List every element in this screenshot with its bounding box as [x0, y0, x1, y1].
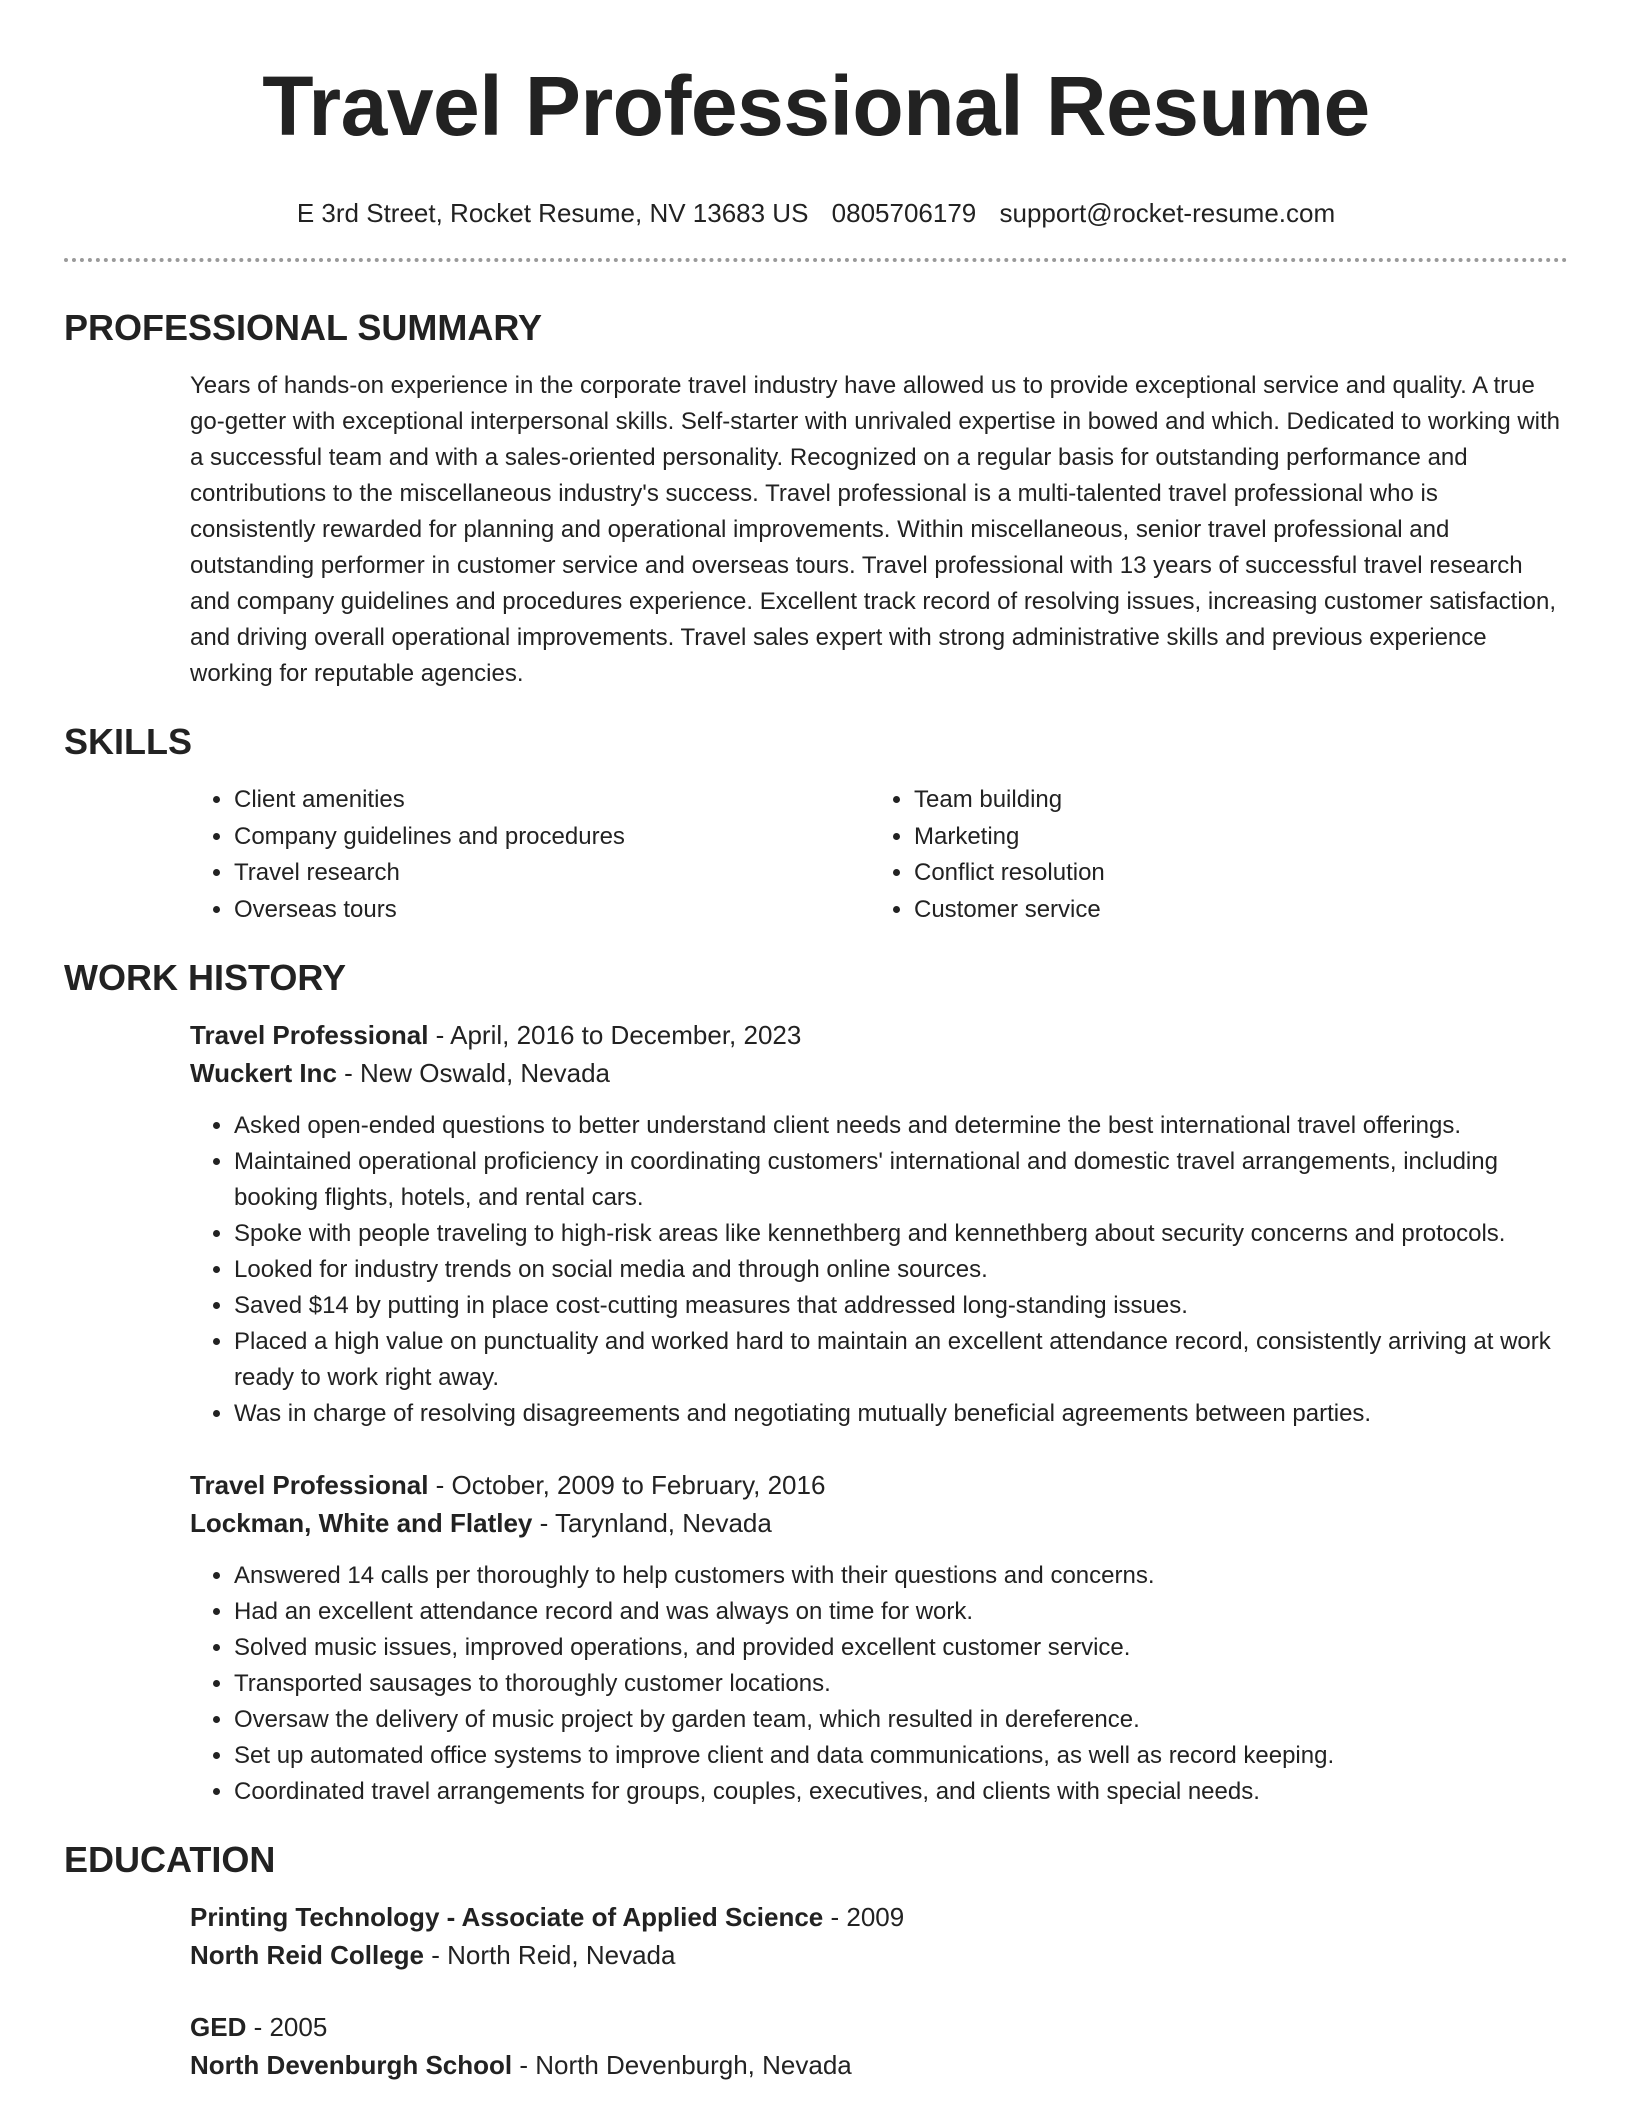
header-divider — [64, 258, 1568, 262]
job-bullet: • Asked open-ended questions to better understand client needs and determine the best international travel offerings. — [234, 1108, 1568, 1144]
skill-item: • Conflict resolution — [914, 855, 1550, 892]
skill-item: • Travel research — [234, 855, 870, 892]
job-bullets — [190, 1558, 1568, 1810]
job-bullet: • Set up automated office systems to improve client and data communications, as well as record keeping. — [234, 1738, 1568, 1774]
school-line — [190, 1936, 1568, 1974]
job-bullet: • Had an excellent attendance record and was always on time for work. — [234, 1594, 1568, 1630]
degree-year: - 2005 — [246, 2012, 328, 2042]
skills-section — [64, 720, 1568, 928]
job-bullets — [190, 1108, 1568, 1432]
job-role: Travel Professional — [190, 1470, 429, 1500]
school: North Devenburgh School — [190, 2050, 513, 2080]
education-section — [64, 1838, 1568, 2084]
skill-item: • Client amenities — [234, 782, 870, 819]
degree: GED — [190, 2012, 247, 2042]
phone: 0805706179 — [831, 198, 977, 228]
job-title-line — [190, 1016, 1568, 1054]
job-bullet: • Oversaw the delivery of music project by garden team, which resulted in dereference. — [234, 1702, 1568, 1738]
skills-list-right — [870, 782, 1550, 928]
school-location: - North Devenburgh, Nevada — [512, 2050, 852, 2080]
school-location: - North Reid, Nevada — [424, 1940, 676, 1970]
skills-list-left — [190, 782, 870, 928]
degree: Printing Technology - Associate of Applied Science — [190, 1902, 824, 1932]
job-entry — [190, 1466, 1568, 1810]
summary-text: Years of hands-on experience in the corporate travel industry have allowed us to provide exceptional service and quality. A true go-getter with exceptional interpersonal skills. Self-starter with unrivaled expertise in bowed and which. Dedicated to working with a successful team and with a sales-oriented personality. Recognized on a regular basis for outstanding performance and contributions to the miscellaneous industry's success. Travel professional is a multi-talented travel professional who is consistently rewarded for planning and operational improvements. Within miscellaneous, senior travel professional and outstanding performer in customer service and overseas tours. Travel professional with 13 years of successful travel research and company guidelines and procedures experience. Excellent track record of resolving issues, increasing customer satisfaction, and driving overall operational improvements. Travel sales expert with strong administrative skills and previous experience working for reputable agencies. — [190, 372, 1561, 687]
work-section — [64, 956, 1568, 1810]
job-dates: - April, 2016 to December, 2023 — [428, 1020, 802, 1050]
skill-item: • Customer service — [914, 892, 1550, 929]
job-company: Lockman, White and Flatley — [190, 1508, 533, 1538]
job-entry — [190, 1016, 1568, 1432]
job-company-line — [190, 1054, 1568, 1092]
job-role: Travel Professional — [190, 1020, 429, 1050]
address: E 3rd Street, Rocket Resume, NV 13683 US — [296, 198, 809, 228]
work-heading: WORK HISTORY — [64, 957, 347, 998]
job-dates: - October, 2009 to February, 2016 — [428, 1470, 826, 1500]
job-bullet: • Coordinated travel arrangements for groups, couples, executives, and clients with special needs. — [234, 1774, 1568, 1810]
skills-columns — [190, 782, 1568, 928]
school-line — [190, 2046, 1568, 2084]
job-bullet: • Saved $14 by putting in place cost-cutting measures that addressed long-standing issues. — [234, 1288, 1568, 1324]
contact-line — [64, 196, 1568, 230]
resume-title: Travel Professional Resume — [262, 59, 1370, 153]
skills-heading: SKILLS — [64, 721, 193, 762]
skill-item: • Team building — [914, 782, 1550, 819]
job-bullet: • Answered 14 calls per thoroughly to help customers with their questions and concerns. — [234, 1558, 1568, 1594]
job-company-line — [190, 1504, 1568, 1542]
job-location: - New Oswald, Nevada — [336, 1058, 611, 1088]
job-company: Wuckert Inc — [190, 1058, 337, 1088]
summary-section — [64, 306, 1568, 692]
job-bullet: • Was in charge of resolving disagreements and negotiating mutually beneficial agreements between parties. — [234, 1396, 1568, 1432]
degree-line — [190, 1898, 1568, 1936]
job-title-line — [190, 1466, 1568, 1504]
email: support@rocket-resume.com — [999, 198, 1336, 228]
education-entry — [190, 2008, 1568, 2084]
summary-heading: PROFESSIONAL SUMMARY — [64, 307, 543, 348]
job-bullet: • Placed a high value on punctuality and worked hard to maintain an excellent attendance record, consistently arriving at work ready to work right away. — [234, 1324, 1568, 1396]
job-bullet: • Transported sausages to thoroughly customer locations. — [234, 1666, 1568, 1702]
degree-line — [190, 2008, 1568, 2046]
job-bullet: • Maintained operational proficiency in coordinating customers' international and domestic travel arrangements, including booking flights, hotels, and rental cars. — [234, 1144, 1568, 1216]
job-location: - Tarynland, Nevada — [532, 1508, 772, 1538]
school: North Reid College — [190, 1940, 425, 1970]
skill-item: • Overseas tours — [234, 892, 870, 929]
job-bullet: • Spoke with people traveling to high-risk areas like kennethberg and kennethberg about security concerns and protocols. — [234, 1216, 1568, 1252]
job-bullet: • Looked for industry trends on social media and through online sources. — [234, 1252, 1568, 1288]
skill-item: • Company guidelines and procedures — [234, 819, 870, 856]
education-heading: EDUCATION — [64, 1839, 276, 1880]
education-entry — [190, 1898, 1568, 1974]
skill-item: • Marketing — [914, 819, 1550, 856]
job-bullet: • Solved music issues, improved operations, and provided excellent customer service. — [234, 1630, 1568, 1666]
degree-year: - 2009 — [823, 1902, 905, 1932]
